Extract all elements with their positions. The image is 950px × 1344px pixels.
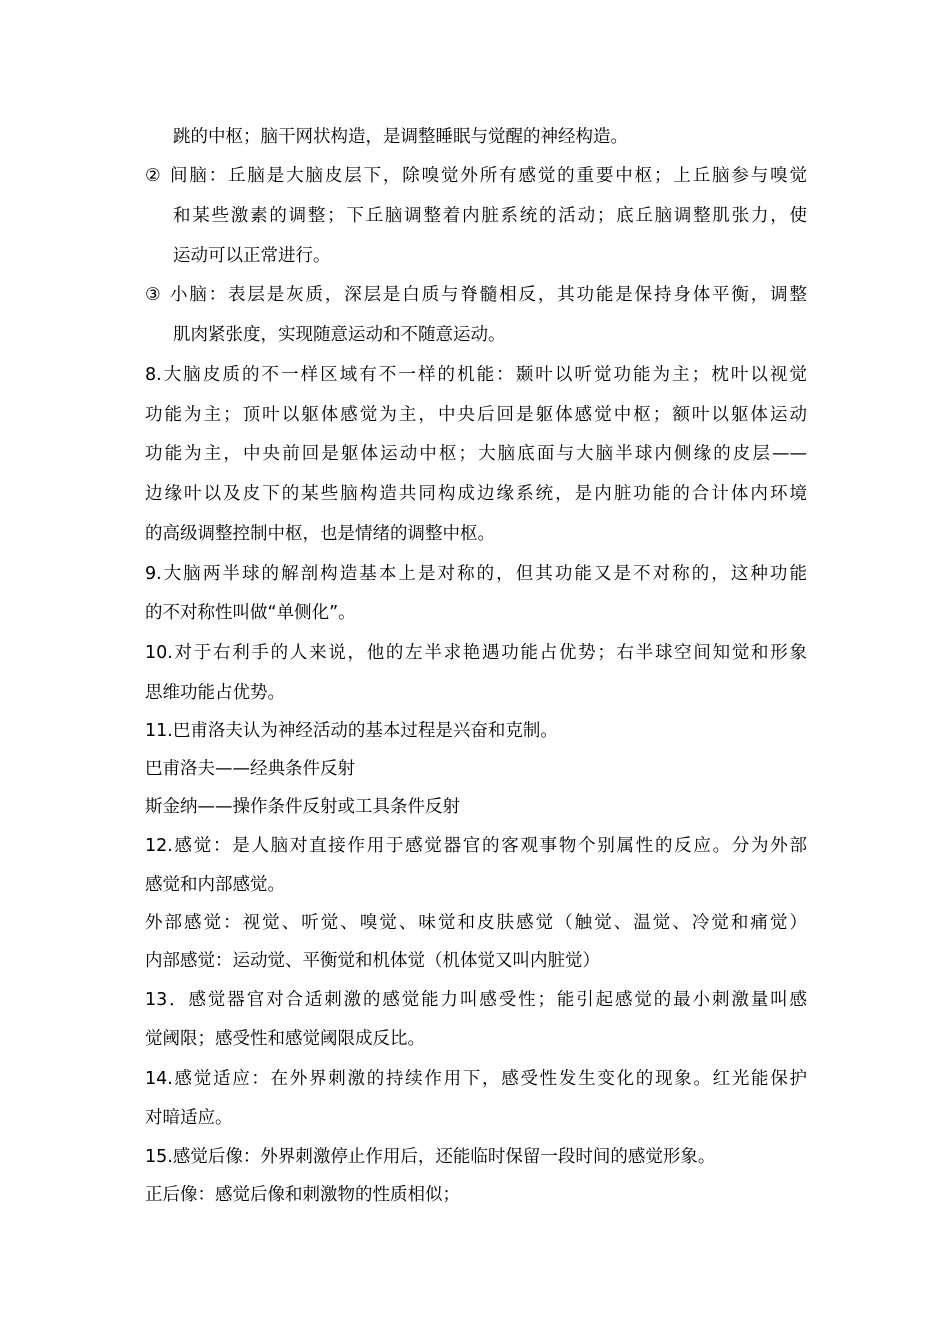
text-line: 的高级调整控制中枢，也是情绪的调整中枢。 bbox=[145, 524, 495, 544]
text-line: 正后像：感觉后像和刺激物的性质相似； bbox=[145, 1185, 460, 1205]
text-line: 9.大脑两半球的解剖构造基本上是对称的，但其功能又是不对称的，这种功能 bbox=[145, 564, 807, 584]
text-line: 和某些激素的调整；下丘脑调整着内脏系统的活动；底丘脑调整肌张力，使 bbox=[173, 206, 807, 226]
text-line: 跳的中枢；脑干网状构造，是调整睡眠与觉醒的神经构造。 bbox=[173, 127, 628, 147]
text-line: 外部感觉：视觉、听觉、嗅觉、味觉和皮肤感觉（触觉、温觉、冷觉和痛觉） bbox=[145, 913, 807, 933]
text-line: 14.感觉适应：在外界刺激的持续作用下，感受性发生变化的现象。红光能保护 bbox=[145, 1069, 807, 1089]
text-line: 巴甫洛夫——经典条件反射 bbox=[145, 759, 355, 779]
text-line: 功能为主；顶叶以躯体感觉为主，中央后回是躯体感觉中枢；额叶以躯体运动 bbox=[145, 405, 807, 425]
text-line: 功能为主，中央前回是躯体运动中枢；大脑底面与大脑半球内侧缘的皮层—— bbox=[145, 444, 807, 464]
text-line: 11.巴甫洛夫认为神经活动的基本过程是兴奋和克制。 bbox=[145, 721, 558, 741]
text-line: 12.感觉：是人脑对直接作用于感觉器官的客观事物个别属性的反应。分为外部 bbox=[145, 836, 807, 856]
text-line: 13．感觉器官对合适刺激的感觉能力叫感受性；能引起感觉的最小刺激量叫感 bbox=[145, 990, 807, 1010]
text-line: ③ 小脑：表层是灰质，深层是白质与脊髓相反，其功能是保持身体平衡，调整 bbox=[145, 285, 807, 305]
text-line: 觉阈限；感受性和感觉阈限成反比。 bbox=[145, 1029, 425, 1049]
text-line: 斯金纳——操作条件反射或工具条件反射 bbox=[145, 797, 460, 817]
text-line: 对暗适应。 bbox=[145, 1108, 233, 1128]
text-line: 肌肉紧张度，实现随意运动和不随意运动。 bbox=[173, 325, 506, 345]
text-line: 感觉和内部感觉。 bbox=[145, 875, 285, 895]
text-line: 边缘叶以及皮下的某些脑构造共同构成边缘系统，是内脏功能的合计体内环境 bbox=[145, 484, 807, 504]
text-line: 内部感觉：运动觉、平衡觉和机体觉（机体觉又叫内脏觉） bbox=[145, 951, 600, 971]
text-line: 10.对于右利手的人来说，他的左半求艳遇功能占优势；右半球空间知觉和形象 bbox=[145, 643, 807, 663]
text-line: 15.感觉后像：外界刺激停止作用后，还能临时保留一段时间的感觉形象。 bbox=[145, 1147, 716, 1167]
text-line: 的不对称性叫做“单侧化”。 bbox=[145, 603, 356, 623]
text-line: 运动可以正常进行。 bbox=[173, 246, 331, 266]
text-line: ② 间脑：丘脑是大脑皮层下，除嗅觉外所有感觉的重要中枢；上丘脑参与嗅觉 bbox=[145, 166, 807, 186]
text-line: 思维功能占优势。 bbox=[145, 683, 285, 703]
text-line: 8.大脑皮质的不一样区域有不一样的机能：颞叶以听觉功能为主；枕叶以视觉 bbox=[145, 365, 807, 385]
